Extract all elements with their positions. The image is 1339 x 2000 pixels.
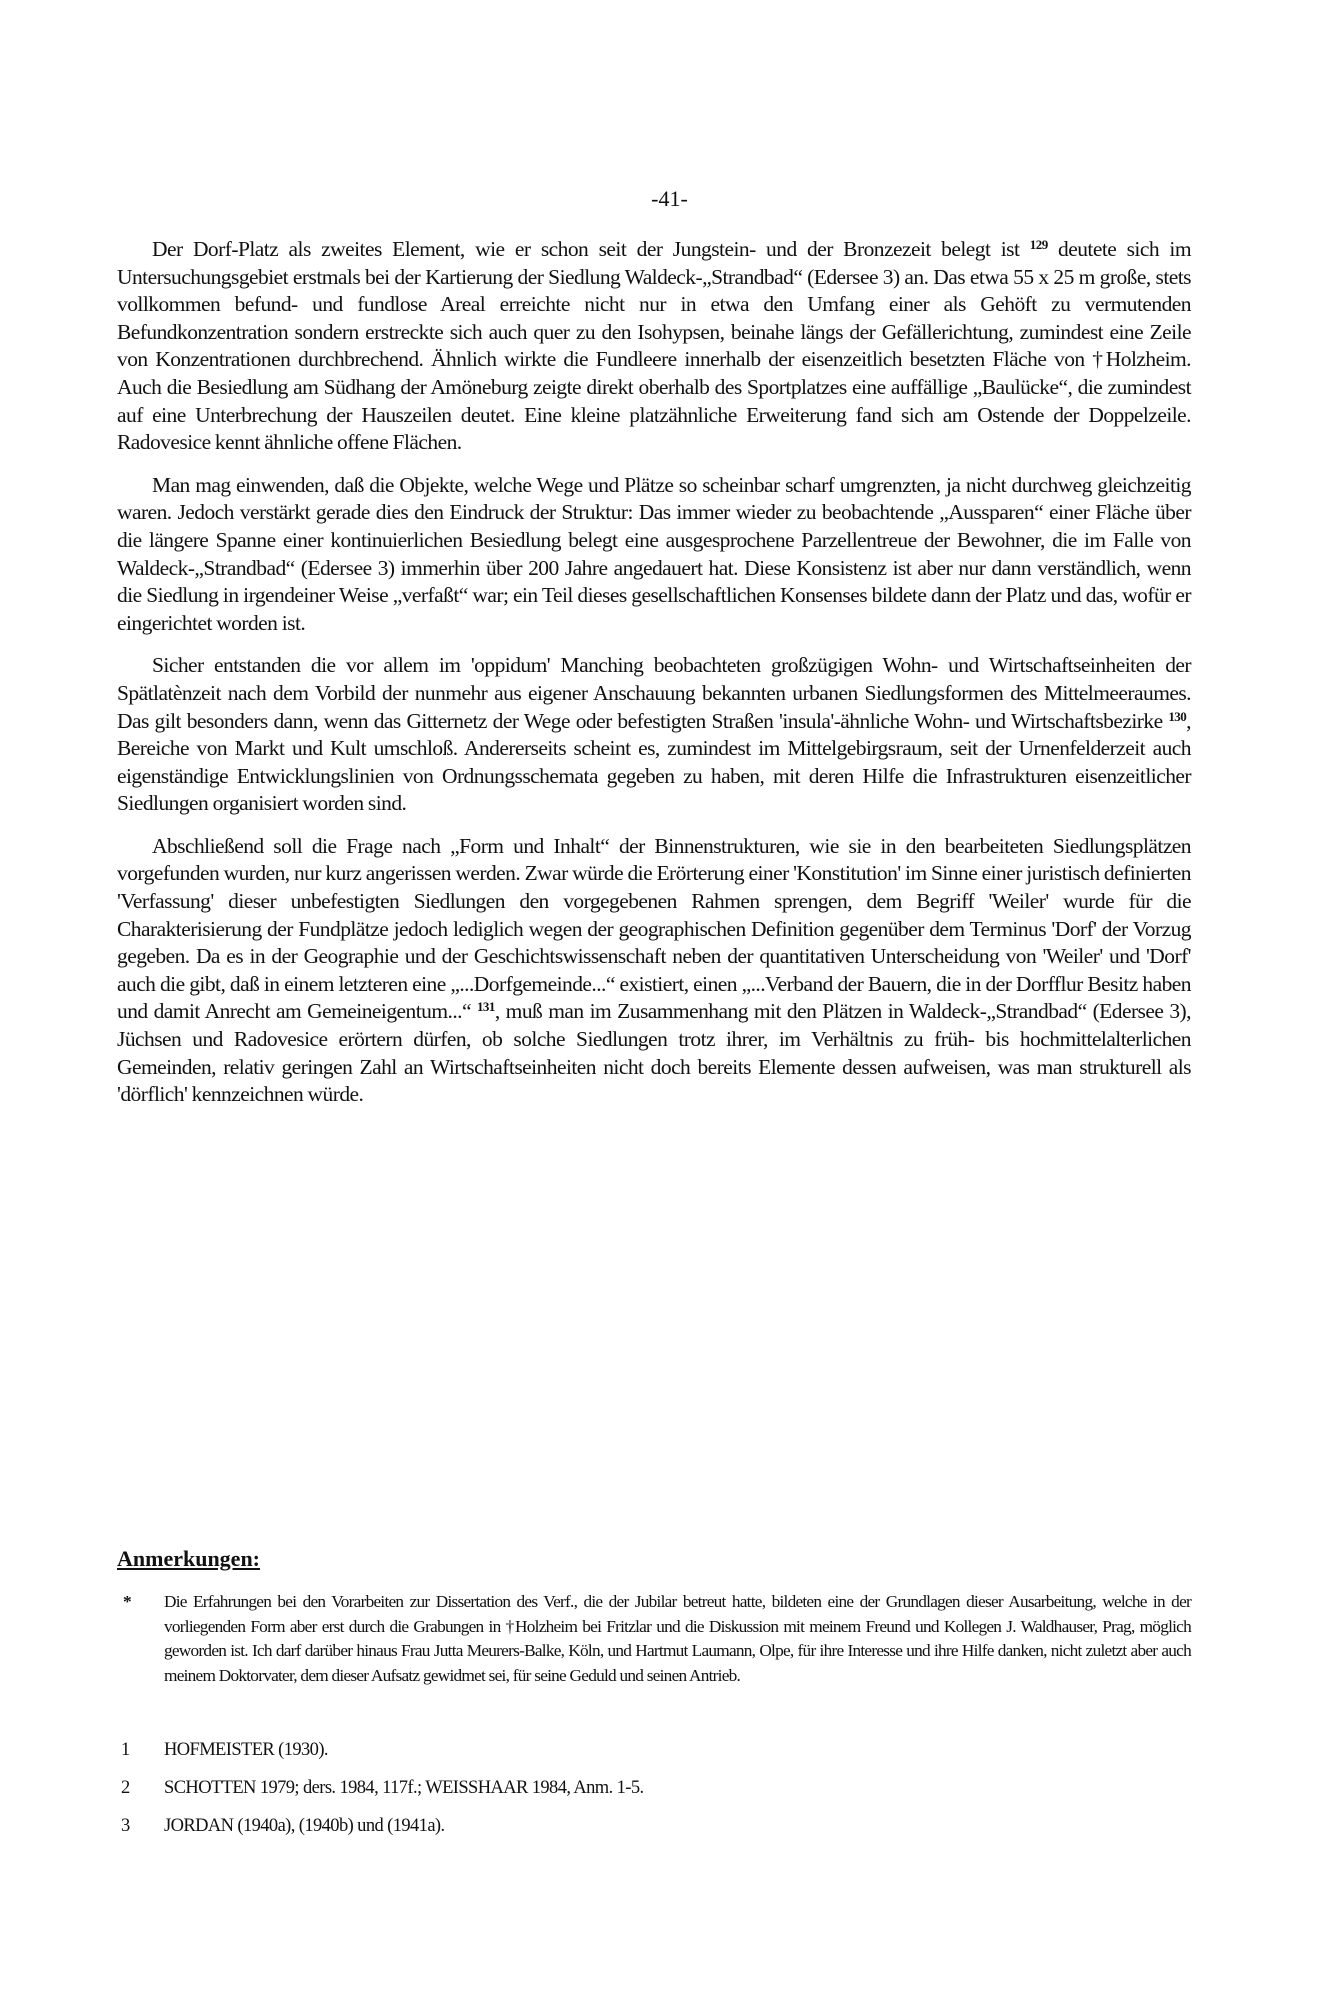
- note-text: JORDAN (1940a), (1940b) und (1941a).: [164, 1816, 445, 1836]
- page-number: -41-: [651, 186, 688, 211]
- paragraph-text: Abschließend soll die Frage nach „Form und Inhalt“ der Binnenstrukturen, wie sie in den bearbeiteten Siedlungsplätzen vorgefunden wurden, nur kurz angerissen werden. Zwar würde die Erörterung einer 'Konstitution' im Sinne einer juristisch definierten 'Verfassung' dieser unbefestigten Siedlungen den vorgegebenen Rahmen sprengen, dem Begriff 'Weiler' wurde für die Charakterisierung der Fundplätze jedoch lediglich wegen der geographischen Definition gegenüber dem Terminus 'Dorf' der Vorzug gegeben. Da es in der Geographie und der Geschichtswissenschaft neben der quantitativen Unterscheidung von 'Weiler' und 'Dorf' auch die gibt, daß in einem letzteren eine „...Dorfgemeinde...“ existiert, einen „...Verband der Bauern, die in der Dorfflur Besitz haben und damit Anrecht am Gemeineigentum...“: [117, 833, 1191, 1024]
- paragraph-2: [117, 472, 1191, 638]
- paragraph-1: [117, 236, 1191, 457]
- note-item: [117, 1776, 1191, 1800]
- note-text: HOFMEISTER (1930).: [164, 1740, 328, 1760]
- footnote-ref: 131: [476, 999, 495, 1015]
- note-number: 2: [121, 1778, 130, 1798]
- body-text: [117, 236, 1191, 1124]
- note-text: SCHOTTEN 1979; ders. 1984, 117f.; WEISSHAAR 1984, Anm. 1-5.: [164, 1778, 644, 1798]
- paragraph-4: [117, 833, 1191, 1109]
- note-number: 3: [121, 1816, 130, 1836]
- footnote-ref: 130: [1168, 708, 1187, 724]
- paragraph-text: Der Dorf-Platz als zweites Element, wie er schon seit der Jungstein- und der Bronzezeit belegt ist: [152, 237, 1030, 261]
- paragraph-3: [117, 652, 1191, 818]
- note-item: [117, 1814, 1191, 1838]
- note-star-text: Die Erfahrungen bei den Vorarbeiten zur Dissertation des Verf., die der Jubilar betreut hatte, bildeten eine der Grundlagen dieser Ausarbeitung, welche in der vorliegenden Form aber erst durch die Grabungen in †Holzheim bei Fritzlar und die Diskussion mit meinem Freund und Kollegen J. Waldhauser, Prag, möglich geworden ist. Ich darf darüber hinaus Frau Jutta Meurers-Balke, Köln, und Hartmut Laumann, Olpe, für ihre Interesse und ihre Hilfe danken, nicht zuletzt aber auch meinem Doktorvater, dem dieser Aufsatz gewidmet sei, für seine Geduld und seinen Antrieb.: [164, 1592, 1191, 1685]
- footnote-ref: 129: [1029, 237, 1048, 252]
- paragraph-text: , Bereiche von Markt und Kult umschloß. Andererseits scheint es, zumindest im Mittelgebirgsraum, seit der Urnenfelderzeit auch eigenständige Entwicklungslinien von Ordnungsschemata gegeben zu haben, mit deren Hilfe die Infrastrukturen eisenzeitlicher Siedlungen organisiert worden sind.: [117, 708, 1191, 816]
- note-item: [117, 1738, 1191, 1762]
- paragraph-text: Man mag einwenden, daß die Objekte, welche Wege und Plätze so scheinbar scharf umgrenzten, ja nicht durchweg gleichzeitig waren. Jedoch verstärkt gerade dies den Eindruck der Struktur: Das immer wieder zu beobachtende „Aussparen“ einer Fläche über die längere Spanne einer kontinuierlichen Besiedlung belegt eine ausgesprochene Parzellentreue der Bewohner, die im Falle von Waldeck-„Strandbad“ (Edersee 3) immerhin über 200 Jahre angedauert hat. Diese Konsistenz ist aber nur dann verständlich, wenn die Siedlung in irgendeiner Weise „verfaßt“ war; ein Teil dieses gesellschaftlichen Konsenses bildete dann der Platz und das, wofür er eingerichtet worden ist.: [117, 472, 1191, 635]
- note-star: [117, 1590, 1191, 1688]
- paragraph-text: , muß man im Zusammenhang mit den Plätzen in Waldeck-„Strandbad“ (Edersee 3), Jüchsen und Radovesice erörtern dürfen, ob solche Siedlungen trotz ihrer, im Verhältnis zu früh- bis hochmittelalterlichen Gemeinden, relativ geringen Zahl an Wirtschaftseinheiten nicht doch bereits Elemente dessen aufweisen, was man strukturell als 'dörflich' kennzeichnen würde.: [117, 999, 1191, 1107]
- paragraph-text: Sicher entstanden die vor allem im 'oppidum' Manching beobachteten großzügigen Wohn- und Wirtschaftseinheiten der Spätlatènzeit nach dem Vorbild der nunmehr aus eigener Anschauung bekannten urbanen Siedlungsformen des Mittelmeeraumes. Das gilt besonders dann, wenn das Gitternetz der Wege oder befestigten Straßen 'insula'-ähnliche Wohn- und Wirtschaftsbezirke: [117, 653, 1191, 733]
- notes-heading: Anmerkungen:: [117, 1546, 261, 1571]
- note-number: 1: [121, 1740, 130, 1760]
- paragraph-text: deutete sich im Untersuchungsgebiet erstmals bei der Kartierung der Siedlung Waldeck-„Strandbad“ (Edersee 3) an. Das etwa 55 x 25 m große, stets vollkommen befund- und fundlose Areal erreichte nicht nur in etwa den Umfang einer als Gehöft zu vermutenden Befundkonzentration sondern erstreckte sich auch quer zu den Isohypsen, beinahe längs der Gefällerichtung, zumindest eine Zeile von Konzentrationen durchbrechend. Ähnlich wirkte die Fundleere innerhalb der eisenzeitlich besetzten Fläche von †Holzheim. Auch die Besiedlung am Südhang der Amöneburg zeigte direkt oberhalb des Sportplatzes eine auffällige „Baulücke“, die zumindest auf eine Unterbrechung der Hauszeilen deutet. Eine kleine platzähnliche Erweiterung fand sich am Ostende der Doppelzeile. Radovesice kennt ähnliche offene Flächen.: [117, 237, 1192, 455]
- note-star-mark: *: [123, 1592, 131, 1611]
